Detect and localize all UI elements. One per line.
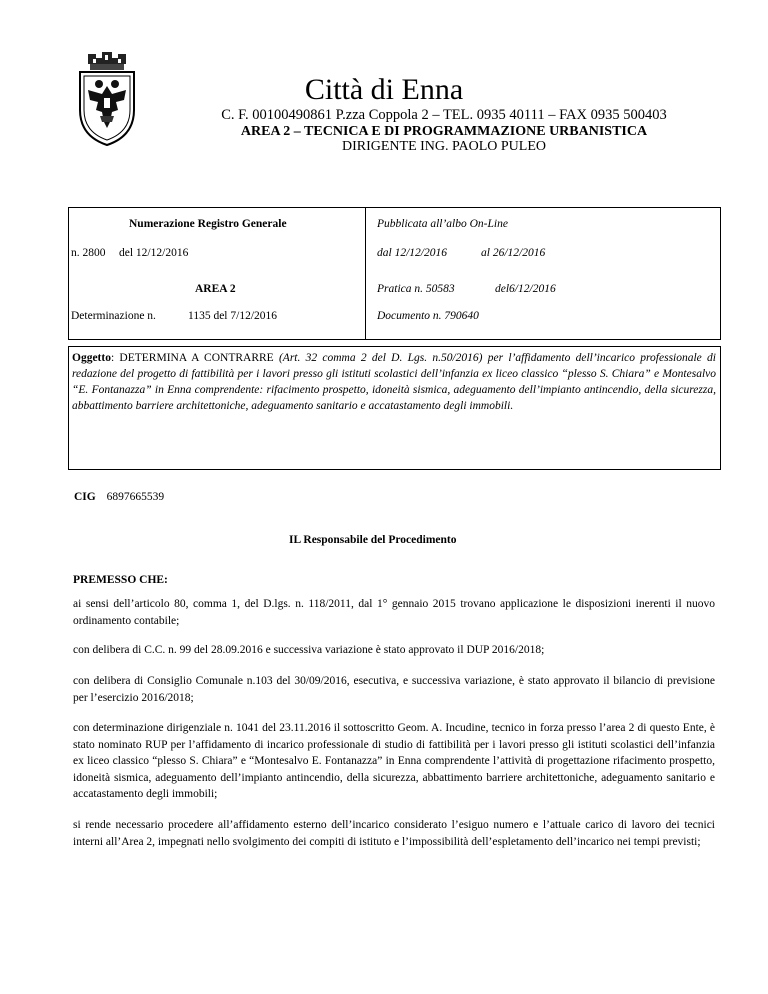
city-title: Città di Enna — [304, 73, 464, 106]
area-label: AREA 2 — [195, 283, 236, 295]
practice-date: del6/12/2016 — [495, 283, 556, 295]
general-register-date: del 12/12/2016 — [119, 247, 189, 259]
document-number: Documento n. 790640 — [377, 310, 479, 322]
publication-to: al 26/12/2016 — [481, 247, 546, 259]
subject-reference: (Art. 32 comma 2 del D. Lgs. n.50/2016) — [278, 352, 483, 364]
cig-label: CIG — [74, 491, 96, 503]
paragraph-1: ai sensi dell’articolo 80, comma 1, del D.lgs. n. 118/2011, dal 1° gennaio 2015 trovano applicazione le disposizioni inerenti il nuovo ordinamento contabile; — [73, 598, 715, 627]
paragraph-4: con determinazione dirigenziale n. 1041 del 23.11.2016 il sottoscritto Geom. A. Incudine, tecnico in forza presso l’area 2 di questo Ente, è stato nominato RUP per l’affidamento di incarico professionale di studio di fattibilità per i lavori presso gli istituti scolastici dell’infanzia ex liceo classico “plesso S. Chiara” e “Montesalvo E. Fontanazza” in Enna comprendente l’attività di progettazione rifacimento prospetto, idoneità sismica, adeguamento dell’impianto antincendio, della sicurezza, abbattimento barriere architettoniche, adeguamento sanitario e accatastamento degli immobili; — [73, 722, 715, 800]
paragraph-2: con delibera di C.C. n. 99 del 28.09.2016 e successiva variazione è stato approvato il DUP 2016/2018; — [73, 644, 545, 656]
publication-from: dal 12/12/2016 — [377, 247, 447, 259]
paragraph-3: con delibera di Consiglio Comunale n.103 del 30/09/2016, esecutiva, e successiva variazione, è stato approvato il bilancio di previsione per l’esercizio 2016/2018; — [73, 675, 715, 704]
cig-value: 6897665539 — [106, 491, 165, 503]
determination-label: Determinazione n. — [71, 310, 156, 322]
registry-divider — [365, 208, 366, 339]
determination-number: 1135 del 7/12/2016 — [188, 310, 278, 322]
subject-box: Oggetto: DETERMINA A CONTRARRE (Art. 32 comma 2 del D. Lgs. n.50/2016) per l’affidamento dell’incarico professionale di redazione del progetto di fattibilità per i lavori presso gli istituti scolastici dell’infanzia ex liceo classico “plesso S. Chiara” e Montesalvo “E. Fontanazza” in Enna comprendente: rifacimento prospetto, idoneità sismica, adeguamento dell’impianto antincendio, della sicurezza, abbattimento barriere architettoniche, adeguamento sanitario e accatastamento degli immobili. — [68, 346, 721, 470]
director-line: DIRIGENTE ING. PAOLO PULEO — [341, 139, 547, 154]
premesso-heading: PREMESSO CHE: — [73, 574, 168, 586]
cig-line — [74, 490, 164, 504]
practice-number: Pratica n. 50583 — [377, 283, 455, 295]
registry-table — [68, 207, 721, 340]
paragraph-5: si rende necessario procedere all’affidamento esterno dell’incarico considerato l’esiguo numero e l’attuale carico di lavoro dei tecnici interni all’Area 2, impegnati nello svolgimento dei compiti di istituto e l’impossibilità dell’espletamento dell’incarico nei tempi previsti; — [73, 819, 715, 848]
subject-description: per l’affidamento dell’incarico professionale di redazione del progetto di fattibilità per i lavori presso gli istituti scolastici dell’infanzia ex liceo classico “plesso S. Chiara” e Montesalvo “E. Fontanazza” in Enna comprendente: rifacimento prospetto, idoneità sismica, adeguamento dell’impianto antincendio, della sicurezza, abbattimento barriere architettoniche, adeguamento sanitario e accatastamento degli immobili. — [72, 352, 716, 412]
publication-heading: Pubblicata all’albo On-Line — [377, 218, 508, 230]
responsible-heading: IL Responsabile del Procedimento — [289, 534, 457, 546]
general-register-number: n. 2800 — [71, 247, 106, 259]
contact-line: C. F. 00100490861 P.zza Coppola 2 – TEL. 0935 40111 – FAX 0935 500403 — [221, 107, 667, 123]
subject-label: Oggetto — [72, 352, 111, 364]
area-heading: AREA 2 – TECNICA E DI PROGRAMMAZIONE URBANISTICA — [240, 124, 648, 139]
general-register-heading: Numerazione Registro Generale — [129, 218, 287, 230]
subject-title: DETERMINA A CONTRARRE — [119, 352, 274, 364]
